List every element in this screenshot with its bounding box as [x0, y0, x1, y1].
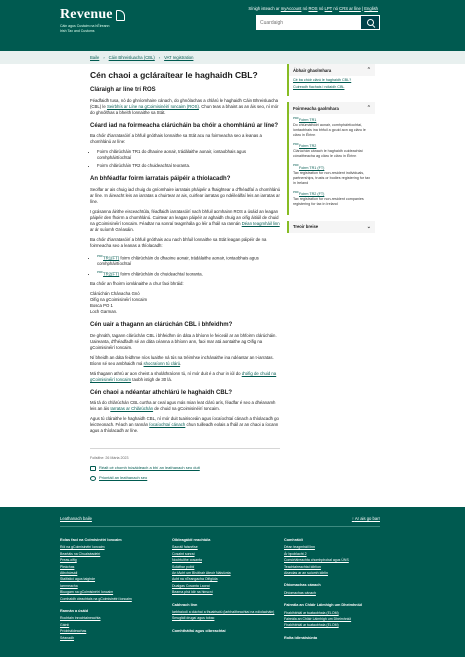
form-tr1-link[interactable]: Foirm TR1	[299, 118, 317, 123]
footer-link[interactable]: Comórtáireachta chomhphobal agus ÚNS	[284, 558, 349, 563]
paper-forms-list	[97, 253, 280, 278]
form-item	[293, 190, 371, 207]
footer-group	[172, 537, 284, 596]
footer-link[interactable]: Bluogam na gCoimisinéirí Ioncaim	[60, 590, 114, 595]
feedback-link[interactable]: Réalt cé chomh húsáideach a bhí an leathanach seo duit	[99, 465, 200, 471]
content-container	[90, 64, 375, 485]
form-description: Clárúchán cánach le haghaidh cuideachtaí cónaitheacha ag cláru le cláru in Éirinn	[293, 149, 363, 159]
footer-link[interactable]: Comhaidh cleachtais na gCoimisinéirí Ioncaim	[60, 596, 132, 601]
address-line: Clárúchán Chánacha Gnó	[90, 291, 140, 297]
chevron-up-icon: ⌃	[366, 105, 371, 111]
external-link-icon: PDF	[293, 189, 299, 194]
form-tr2ft-link[interactable]: Foirm TR2 (FT)	[299, 191, 325, 196]
external-link-icon: PDF	[293, 163, 299, 168]
tr2ft-link[interactable]: TR2(FT)	[103, 271, 120, 277]
external-link-icon: PDF	[293, 142, 299, 147]
language-toggle[interactable]: English	[364, 6, 378, 11]
form-description: Tax registration for non-resident individuals, partnerships, trusts or bodies registering for tax in Ireland	[293, 170, 371, 185]
footer-link[interactable]: Déan teagmháil linn	[284, 545, 315, 550]
footer-link[interactable]: An tAcht um Bhóthair Ateoir Náisiúnta	[172, 571, 231, 576]
footer-link[interactable]: Nochtuithe cosanta	[172, 558, 202, 563]
footer-link[interactable]: Rochtain inrochtaineachta	[60, 616, 101, 621]
form-item	[293, 163, 371, 185]
footer-heading: Faireála an Chláir Láimhigh um Dheimhniúl	[284, 603, 363, 608]
paragraph-text: de chuid na gCoimisinéirí Ioncaim.	[153, 406, 220, 412]
search-icon	[367, 19, 374, 26]
section-heading-reregister: Cén chaoi a ndéantar athchlárú le haghaidh CBL?	[90, 389, 233, 396]
footer-link[interactable]: Acht na nTeangacha Oifigiúla	[172, 577, 218, 582]
footer-group	[284, 602, 396, 629]
paragraph-text: Má tá do chlárúchán CBL curtha ar ceal agus más mian leat clárú arís, féadfar é seo a dhéanamh leis an áis	[90, 400, 276, 412]
footer-link[interactable]: Athchúrsáil	[60, 571, 78, 576]
site-footer	[0, 507, 465, 657]
published-date: Foilsithe: 26 Márta 2023	[90, 456, 129, 461]
footer-column-1	[60, 537, 172, 647]
link-lpt[interactable]: LPT	[324, 6, 333, 11]
footer-link[interactable]: Príobháideachas	[60, 629, 87, 634]
footer-link[interactable]: Staitisticí agus taighde	[60, 577, 96, 582]
list-item: • Foirm chlárúcháin TR1 do dhaoine aonair, trádálaithe aonair, iontaobhais agus comhpháirtíochtaí	[97, 149, 280, 161]
footer-group	[284, 537, 396, 576]
footer-heading: Oibleagáidí reachtúla	[172, 538, 211, 542]
chevron-right-icon: ›	[158, 55, 161, 60]
search-bar	[256, 15, 380, 30]
paragraph: Ba chóir an fhoirm iomlánaithe a chur faoi bhráid:	[90, 281, 184, 287]
chevron-down-icon: ⌄	[366, 223, 371, 230]
list-item: • Foirm chlárúcháin TR2 do chuideachtaí teoranta.	[97, 163, 280, 169]
related-topics-header[interactable]	[289, 64, 375, 76]
decide-register-link[interactable]: shocraíonn tú clárú	[143, 360, 181, 366]
footer-top-row	[60, 516, 380, 527]
footer-link[interactable]: Fhaldhbhiál ar tuataobhala (ELOM)	[284, 610, 339, 615]
back-to-top-link[interactable]	[352, 516, 380, 521]
form-item	[293, 116, 371, 138]
paragraph	[90, 209, 280, 233]
logo-subtitle-en: Irish Tax and Customs	[60, 29, 95, 33]
divider	[90, 448, 280, 449]
footer-link[interactable]: Teachtaireachtaí idirlíon	[284, 564, 321, 569]
footer-link[interactable]: Gáinlí	[60, 622, 70, 627]
footer-group	[60, 608, 172, 641]
form-item	[293, 142, 371, 159]
footer-heading: Eolas faoi na Coimisinéirí Ioncaim	[60, 538, 122, 542]
paragraph-text: Agus tú cláraithe le haghaidh CBL, ní mór duit tuairisceáin agus íocaíochtaí cánach a thíolacadh go leictreonach. Féach an rannán	[90, 416, 279, 428]
further-guidance-box	[287, 221, 375, 233]
address-line: Oifig na gCoimisinéirí Ioncaim	[90, 297, 148, 303]
print-link[interactable]: Priontáil an leathanach seo	[99, 475, 148, 481]
related-forms-body	[289, 114, 375, 215]
related-link[interactable]: Cuireadh fiachais i ndiaidh CBL	[293, 85, 345, 89]
paragraph	[90, 98, 280, 116]
related-forms-box	[287, 102, 375, 215]
breadcrumb-vat[interactable]: Cáin Bhreisluacha (CBL)	[108, 55, 155, 60]
related-topics-body	[289, 76, 375, 96]
link-join: nó	[302, 6, 308, 11]
form-description: Tax registration for non-resident companies registering for tax in Ireland	[293, 196, 364, 206]
footer-link[interactable]: Iarbhaíodí a cláchaí a thuairisciú (iarbhaitheachtaí na ndíolacháin)	[172, 610, 275, 615]
footer-link[interactable]: Faireála an Chláir Láimhigh um Dheimhniúl	[284, 617, 352, 622]
paragraph	[90, 371, 280, 383]
footer-link[interactable]: Smugláil drugaí agus tobac	[172, 616, 215, 621]
footer-link[interactable]: Soláthar poiblí	[172, 564, 195, 569]
external-link-icon: PDF	[97, 269, 103, 274]
paragraph: Seolfar ar ais chuig iad chuig do gníomhaire iarratais pháipéir a fhaightear a d'fhéadfaí a chomhlánú ar líne. In áireacht leis an iarratas a chuirtear ar ais, cuirfear iarratas go ndéileálfaí leis an iarratas ar líne.	[90, 186, 281, 204]
footer-group	[284, 582, 396, 596]
footer-link[interactable]: Séanadh	[60, 635, 75, 640]
list-item-text: foirm chlárúcháin do dhaoine aonair, trádálaithe aonair, iontaobhais agus comhpháirtíochtaí	[97, 254, 259, 266]
sign-in-links	[248, 6, 378, 11]
footer-link[interactable]: Aiseolas ar an suíomh idirlín	[284, 571, 328, 576]
footer-link[interactable]: Fhaldhbhiál ar tuataobhala (ELOM)	[284, 623, 339, 628]
paragraph-text: Ní bheidh an dáta feidhme níos luaithe ná tús na tréimhse inchánaithe ina ndéantar an t-iarratas. Bíonn sé seo ambhaidh má	[90, 354, 274, 366]
address-line: Loch Garman.	[90, 309, 118, 315]
logo-subtitle-ga: Cáin agus Custaim na hÉireann	[60, 24, 110, 28]
footer-home-link[interactable]: Leathanach baile	[60, 516, 92, 521]
paragraph-text: Féadfaidh tusa, nó do ghníomhaire cánach, do ghnólachas a chlárú le haghaidh Cáin Bhreisluacha (CBL) le	[90, 97, 278, 109]
paragraph: De ghnáth, tagann clárúchán CBL i bhfeidhm ón dáta a bhíonn le feiceáil ar an bhfoirm clárúcháin. Uaireanta, d'fhéadfadh sé an dáta céanna a bhíonn ann, faoi mar atá aontaithe ag Oifig na gCoimisinéirí Ioncaim.	[90, 332, 277, 350]
forms-list	[97, 149, 280, 169]
logo-text: Revenue	[60, 7, 113, 22]
paragraph-text: .	[180, 360, 182, 366]
revenue-office-link[interactable]: d'oifig de chuid na gCoimisinéirí Ioncaim	[90, 370, 277, 382]
form-description: Do chlúmáthóirí aonair, comhpháirtíochtaí, iontaobhais ina bhfuil a gcuid aon ag cláru le cláru in Éirinn	[293, 123, 366, 138]
arrow-up-icon: ↑	[351, 516, 355, 521]
paragraph-text: I gcásanna áirithe eisceachtúla, féadfaidh iarratasóirí nach bhfuil acmhainn ROS a úsáid an leagan páipéir den fhoirm a chomhlánú. Cuirtear an leagan páipéir ar aghaidh chuig an oifig áitiúil de chuid na gCoimisinéirí Ioncaim. Féadtar na sonraí teagmhála go léir a fháil sa rannán	[90, 208, 279, 226]
footer-column-2	[172, 537, 284, 647]
link-crs[interactable]: CRS ar líne	[339, 6, 361, 11]
related-forms-header[interactable]	[289, 102, 375, 114]
paragraph-text: ar ár suíomh Gréasáin.	[90, 226, 134, 232]
paragraph-text: taobh istigh de 30 lá.	[131, 376, 172, 382]
footer-heading: Cabhrach linn	[172, 602, 198, 607]
form-tr2-link[interactable]: Foirm TR2	[299, 144, 317, 149]
related-link[interactable]: Cé ba chóir clárú le haghaidh CBL?	[293, 78, 352, 82]
footer-link[interactable]: Saoráil faisnéise	[172, 545, 198, 550]
section-heading-forms: Céard iad na foirmeacha clárúcháin ba chóir a chomhlánú ar líne?	[90, 122, 279, 129]
search-button[interactable]	[360, 15, 380, 30]
footer-link[interactable]: Ár bpoblacht 2	[284, 551, 307, 556]
related-topics-title: Ábhair ghaolmhara	[293, 67, 332, 73]
search-input[interactable]	[256, 15, 360, 30]
footer-heading: Comhtháthú agus oibreachtaí	[172, 628, 226, 633]
list-item-text: foirm chlárúcháin do chuideachtaí teoranta.	[119, 271, 203, 277]
external-link-icon: PDF	[293, 116, 299, 120]
feedback-link-row	[90, 465, 280, 471]
link-join: nó	[318, 6, 324, 11]
paragraph	[90, 355, 280, 367]
logo-title	[60, 7, 125, 23]
section-heading-paper: An bhféadfar foirm iarratais páipéir a thíolacadh?	[90, 176, 231, 182]
footer-link[interactable]: Bearna phá idir na hinscní	[172, 590, 213, 595]
paragraph-text: Má thagann athrú ar aon cheist a sholáthraíonn tú, ní mór duit é a chur in iúl do	[90, 370, 241, 376]
sign-in-prefix: Sínigh isteach ar	[248, 6, 280, 11]
site-header	[0, 0, 465, 51]
footer-column-3	[284, 537, 396, 647]
section-heading-ros: Cláraigh ar líne trí ROS	[90, 87, 156, 93]
external-link-icon: PDF	[97, 253, 103, 258]
breadcrumb-home[interactable]: Baile	[90, 55, 100, 60]
tax-payments-link[interactable]: Íocaíochtaí cánach	[149, 422, 186, 428]
registration-request-link[interactable]: Iarratas ar Chlárúchán	[110, 406, 154, 412]
breadcrumb-current[interactable]: VAT registration	[164, 55, 194, 60]
related-forms-title: Foirmeacha gaolmhara	[293, 105, 339, 111]
ros-link[interactable]: Seirbhís ar Líne na gCoimisinéirí Ioncaim (ROS)	[106, 103, 199, 109]
breadcrumb	[0, 51, 465, 64]
paragraph-text: . Chun teas a bhaint as an áis seo, ní mór do ghnólthas a bheith lonnaithe sa Stát.	[90, 103, 279, 115]
paragraph: Ba chóir d'iarratasóirí a bhfuil gnóthais lonnaithe sa Stát acu na foirmeacha seo a leanas a chomhlánú ar líne:	[90, 133, 262, 144]
footer-link[interactable]: Beartáis na Chuaiséadeirí	[60, 551, 101, 556]
back-to-top-label: Ar ais go barr	[354, 516, 380, 521]
postal-address	[90, 291, 280, 315]
footer-group	[172, 628, 284, 634]
footer-heading: Comhráidí	[284, 538, 303, 542]
footer-link[interactable]: Pleáchas	[60, 564, 75, 569]
related-topics-box	[287, 64, 375, 96]
paragraph: Ba chóir d'iarratasóirí a bhfuil gnóthais acu nach bhfuil lonnaithe sa Stát leagan páipéir de na foirmeacha seo a leanas a thíolacadh:	[90, 236, 267, 248]
footer-link[interactable]: Dhíomachas cánach	[284, 590, 316, 595]
tr1ft-link[interactable]: TR1(FT)	[103, 254, 120, 260]
feedback-icon	[90, 466, 96, 471]
footer-heading: Rannán a úsáid	[60, 609, 89, 614]
footer-group	[284, 635, 396, 641]
list-item	[97, 269, 280, 277]
paragraph	[90, 400, 280, 412]
revenue-logo[interactable]	[60, 7, 125, 33]
chevron-up-icon: ⌃	[366, 67, 371, 73]
paragraph-text: chun tuilleadh eolais a fháil ar an chaoi a íocann agus a thíolacadh ar líne.	[90, 422, 279, 434]
print-icon	[90, 476, 96, 481]
link-myaccount[interactable]: myAccount	[280, 6, 302, 11]
address-line: Bosca PO 1	[90, 303, 113, 309]
footer-link[interactable]: Preas-oifig	[60, 558, 77, 563]
list-item	[97, 253, 280, 267]
footer-group	[60, 537, 172, 602]
footer-link[interactable]: Iarrmeacha	[60, 583, 78, 588]
sidebar	[287, 64, 375, 239]
further-guidance-header[interactable]	[289, 221, 375, 233]
footer-columns	[60, 537, 396, 647]
form-tr1ft-link[interactable]: Foirm TR1 (FT)	[299, 165, 325, 170]
footer-heading: Rolta idirnáisiúnta	[284, 635, 318, 640]
section-heading-effective: Cén uair a thagann an clárúchán CBL i bhfeidhm?	[90, 322, 233, 329]
link-divider: |	[362, 6, 364, 11]
footer-group	[172, 602, 284, 622]
harp-icon	[116, 10, 125, 21]
footer-link[interactable]: Ról na gCoimisinéirí Ioncaim	[60, 545, 105, 550]
link-join: nó	[333, 6, 338, 11]
chevron-right-icon: ›	[103, 55, 105, 60]
link-ros[interactable]: ROS	[308, 6, 318, 11]
print-link-row	[90, 475, 280, 481]
contact-us-link[interactable]: Déan teagmháil linn	[241, 220, 280, 226]
main-content	[90, 64, 280, 485]
page-title: Cén chaoi a gcláraítear le haghaidh CBL?	[90, 70, 258, 80]
further-guidance-title: Treoir breise	[293, 224, 319, 230]
footer-link[interactable]: Dualgas Cosanta Laoraí	[172, 583, 210, 588]
footer-link[interactable]: Cosaint sonraí	[172, 551, 195, 556]
paragraph	[90, 416, 280, 434]
footer-heading: Dhíomachas cánach	[284, 583, 321, 588]
